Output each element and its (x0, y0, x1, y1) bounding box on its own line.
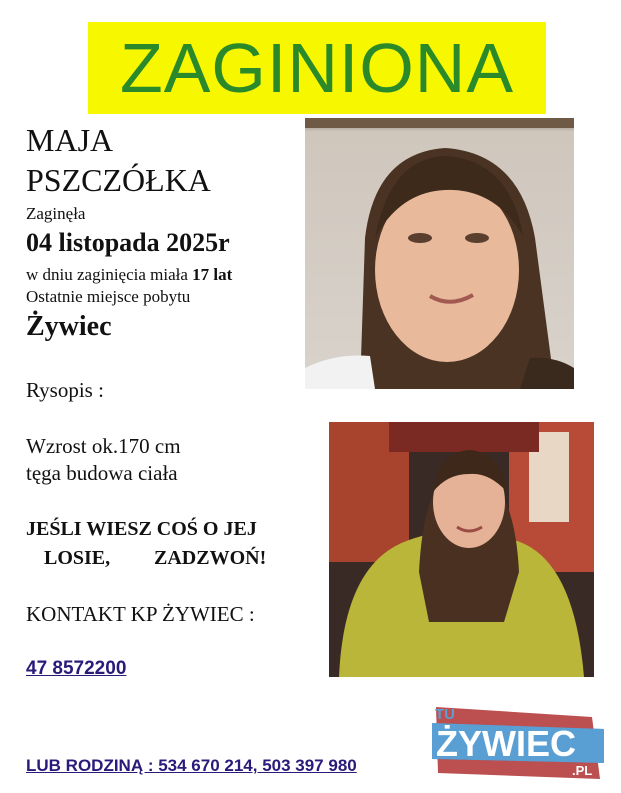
appeal-line-2a: LOSIE, (44, 547, 111, 569)
age-prefix: w dniu zaginięcia miała (26, 265, 188, 284)
last-place-label: Ostatnie miejsce pobytu (26, 287, 191, 306)
description-heading: Rysopis : (26, 378, 104, 402)
police-phone-link[interactable]: 47 8572200 (26, 658, 127, 679)
missing-person-photo-1 (305, 118, 574, 389)
first-name: MAJA (26, 122, 114, 158)
age-line (26, 265, 232, 285)
logo-tu: TU (435, 706, 455, 723)
logo-main: ŻYWIEC (436, 723, 576, 764)
missing-date: 04 listopada 2025r (26, 228, 230, 257)
contact-label: KONTAKT KP ŻYWIEC : (26, 602, 255, 626)
missing-label: Zaginęła (26, 204, 86, 223)
appeal-line-2b: ZADZWOŃ! (154, 547, 267, 569)
height-text: Wzrost ok.170 cm (26, 434, 181, 458)
title-banner (88, 22, 546, 114)
title-text: ZAGINIONA (119, 29, 515, 107)
tuzywiec-logo (432, 703, 604, 781)
logo-suffix: .PL (572, 763, 593, 778)
missing-person-photo-2 (329, 422, 594, 677)
build-text: tęga budowa ciała (26, 461, 178, 485)
place-name: Żywiec (26, 311, 112, 342)
last-name: PSZCZÓŁKA (26, 162, 211, 198)
appeal-line-1: JEŚLI WIESZ COŚ O JEJ (26, 518, 257, 540)
age-value: 17 lat (192, 265, 233, 284)
family-phone-link[interactable]: LUB RODZINĄ : 534 670 214, 503 397 980 (26, 756, 357, 775)
